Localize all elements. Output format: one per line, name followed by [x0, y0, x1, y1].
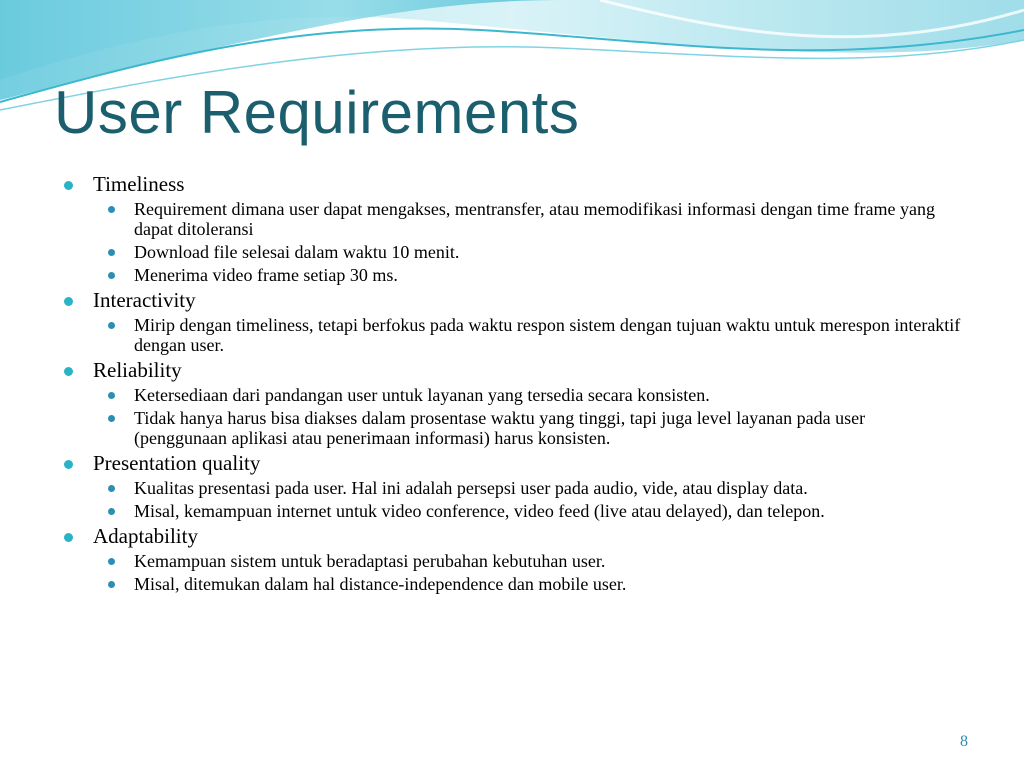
level2-item	[62, 574, 962, 594]
bullet-icon	[64, 533, 73, 542]
level2-text: Menerima video frame setiap 30 ms.	[134, 265, 398, 285]
level2-text: Kemampuan sistem untuk beradaptasi perubahan kebutuhan user.	[134, 551, 606, 571]
bullet-icon	[64, 297, 73, 306]
level2-text: Download file selesai dalam waktu 10 menit.	[134, 242, 460, 262]
bullet-icon	[108, 392, 115, 399]
bullet-icon	[108, 272, 115, 279]
bullet-list	[62, 172, 962, 597]
level2-text: Mirip dengan timeliness, tetapi berfokus pada waktu respon sistem dengan tujuan waktu untuk merespon interaktif dengan user.	[134, 315, 961, 355]
level2-text: Tidak hanya harus bisa diakses dalam prosentase waktu yang tinggi, tapi juga level layanan pada user (penggunaan aplikasi atau penerimaan informasi) harus konsisten.	[134, 408, 866, 448]
bullet-icon	[108, 206, 115, 213]
section-reliability	[62, 358, 962, 448]
level2-text: Ketersediaan dari pandangan user untuk layanan yang tersedia secara konsisten.	[134, 385, 710, 405]
slide-title: User Requirements	[54, 79, 580, 146]
level2-item	[62, 199, 962, 239]
level1-item	[62, 524, 962, 549]
bullet-icon	[108, 249, 115, 256]
level1-label: Timeliness	[93, 172, 185, 196]
level2-item	[62, 315, 962, 355]
level1-label: Reliability	[93, 358, 182, 382]
level2-item	[62, 551, 962, 571]
level1-label: Adaptability	[93, 524, 198, 548]
level1-item	[62, 451, 962, 476]
level1-item	[62, 172, 962, 197]
bullet-icon	[108, 485, 115, 492]
level1-item	[62, 358, 962, 383]
level2-text: Misal, kemampuan internet untuk video conference, video feed (live atau delayed), dan telepon.	[134, 501, 825, 521]
bullet-icon	[108, 322, 115, 329]
bullet-icon	[64, 460, 73, 469]
level1-label: Presentation quality	[93, 451, 261, 475]
level2-text: Kualitas presentasi pada user. Hal ini adalah persepsi user pada audio, vide, atau display data.	[134, 478, 808, 498]
section-timeliness	[62, 172, 962, 285]
level2-item	[62, 385, 962, 405]
section-adaptability	[62, 524, 962, 594]
level1-label: Interactivity	[93, 288, 196, 312]
bullet-icon	[108, 508, 115, 515]
section-presentation-quality	[62, 451, 962, 521]
page-number: 8	[960, 733, 968, 750]
level1-item	[62, 288, 962, 313]
section-interactivity	[62, 288, 962, 355]
bullet-icon	[108, 415, 115, 422]
level2-item	[62, 408, 962, 448]
level2-item	[62, 478, 962, 498]
bullet-icon	[64, 181, 73, 190]
level2-item	[62, 265, 962, 285]
level2-item	[62, 242, 962, 262]
level2-text: Requirement dimana user dapat mengakses, mentransfer, atau memodifikasi informasi dengan time frame yang dapat ditoleransi	[134, 199, 936, 239]
bullet-icon	[64, 367, 73, 376]
bullet-icon	[108, 581, 115, 588]
bullet-icon	[108, 558, 115, 565]
level2-item	[62, 501, 962, 521]
level2-text: Misal, ditemukan dalam hal distance-independence dan mobile user.	[134, 574, 627, 594]
